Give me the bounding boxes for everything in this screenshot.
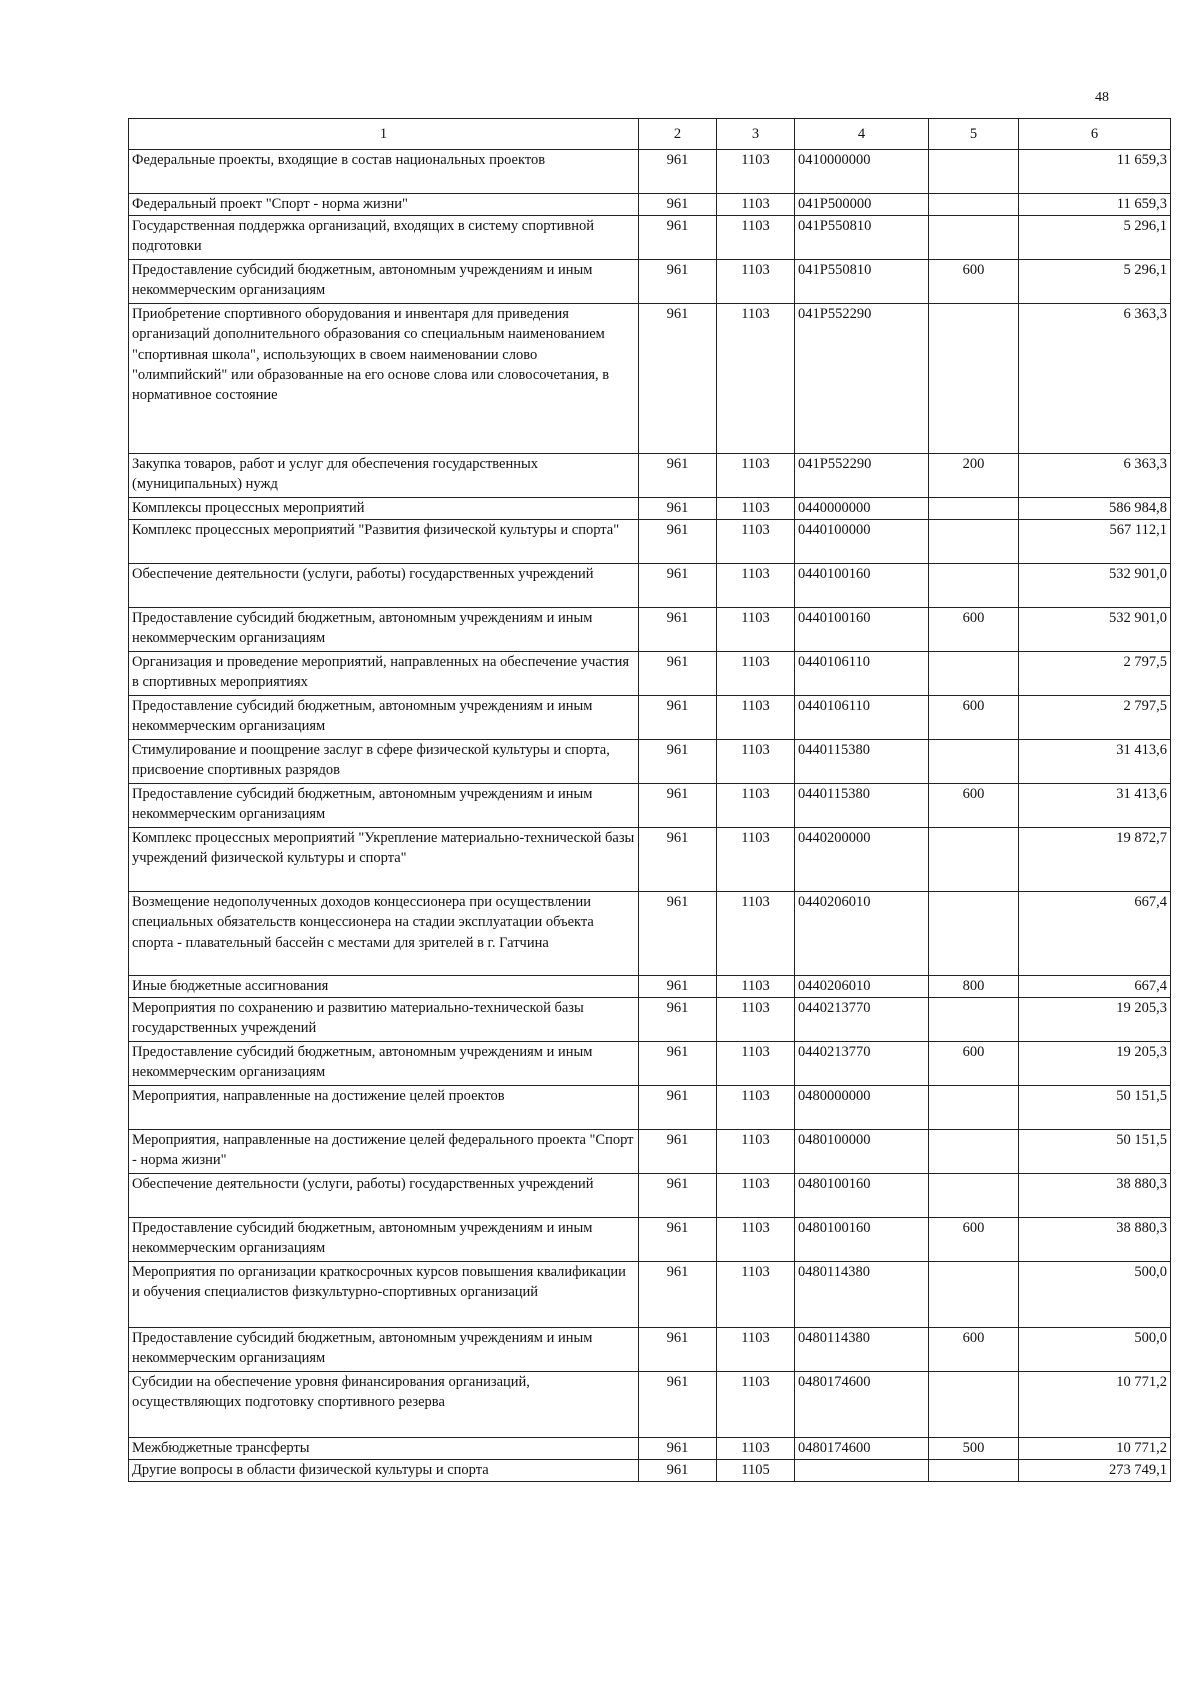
header-col-4: 4 [795,119,929,150]
row-name-cell: Комплексы процессных мероприятий [129,498,639,520]
row-expense-type-cell [929,1086,1019,1130]
row-expense-type-cell [929,216,1019,260]
row-section-cell: 1103 [717,1218,795,1262]
row-grbs-cell: 961 [639,828,717,892]
row-amount-cell: 500,0 [1019,1328,1171,1372]
row-amount-cell: 6 363,3 [1019,304,1171,454]
row-expense-type-cell [929,150,1019,194]
table-row [129,498,1171,520]
table-row [129,260,1171,304]
row-amount-cell: 19 872,7 [1019,828,1171,892]
table-row [129,998,1171,1042]
row-target-article-cell: 0480000000 [795,1086,929,1130]
row-section-cell: 1103 [717,216,795,260]
row-target-article-cell: 0440213770 [795,1042,929,1086]
table-row [129,784,1171,828]
table-header [129,119,1171,150]
table-row [129,454,1171,498]
row-name-cell: Мероприятия, направленные на достижение целей федерального проекта "Спорт - норма жизни" [129,1130,639,1174]
row-expense-type-cell [929,998,1019,1042]
row-amount-cell: 50 151,5 [1019,1086,1171,1130]
row-section-cell: 1103 [717,696,795,740]
row-grbs-cell: 961 [639,1174,717,1218]
row-expense-type-cell: 500 [929,1438,1019,1460]
row-grbs-cell: 961 [639,1438,717,1460]
row-target-article-cell: 0440115380 [795,784,929,828]
row-grbs-cell: 961 [639,1218,717,1262]
row-grbs-cell: 961 [639,194,717,216]
row-target-article-cell: 0440213770 [795,998,929,1042]
row-target-article-cell: 041P552290 [795,304,929,454]
table-body [129,150,1171,1482]
row-target-article-cell: 0480114380 [795,1328,929,1372]
row-expense-type-cell [929,1130,1019,1174]
table-row [129,976,1171,998]
row-name-cell: Обеспечение деятельности (услуги, работы) государственных учреждений [129,1174,639,1218]
row-grbs-cell: 961 [639,1042,717,1086]
row-amount-cell: 10 771,2 [1019,1438,1171,1460]
row-grbs-cell: 961 [639,998,717,1042]
row-name-cell: Закупка товаров, работ и услуг для обеспечения государственных (муниципальных) нужд [129,454,639,498]
row-name-cell: Федеральный проект "Спорт - норма жизни" [129,194,639,216]
row-expense-type-cell: 600 [929,784,1019,828]
header-col-2: 2 [639,119,717,150]
row-section-cell: 1103 [717,784,795,828]
row-amount-cell: 5 296,1 [1019,260,1171,304]
row-amount-cell: 532 901,0 [1019,564,1171,608]
row-section-cell: 1103 [717,998,795,1042]
row-grbs-cell: 961 [639,892,717,976]
row-section-cell: 1103 [717,454,795,498]
row-grbs-cell: 961 [639,608,717,652]
row-target-article-cell: 0480100000 [795,1130,929,1174]
table-row [129,564,1171,608]
row-name-cell: Другие вопросы в области физической культуры и спорта [129,1460,639,1482]
header-col-1: 1 [129,119,639,150]
row-section-cell: 1103 [717,304,795,454]
row-amount-cell: 5 296,1 [1019,216,1171,260]
table-row [129,740,1171,784]
table-row [129,828,1171,892]
row-amount-cell: 31 413,6 [1019,784,1171,828]
row-name-cell: Предоставление субсидий бюджетным, автономным учреждениям и иным некоммерческим организациям [129,784,639,828]
row-target-article-cell: 0480114380 [795,1262,929,1328]
row-target-article-cell: 0440106110 [795,652,929,696]
row-amount-cell: 567 112,1 [1019,520,1171,564]
row-name-cell: Межбюджетные трансферты [129,1438,639,1460]
row-expense-type-cell [929,828,1019,892]
row-target-article-cell: 0440100160 [795,564,929,608]
row-section-cell: 1103 [717,1372,795,1438]
row-amount-cell: 500,0 [1019,1262,1171,1328]
row-section-cell: 1103 [717,520,795,564]
row-section-cell: 1103 [717,1174,795,1218]
row-name-cell: Организация и проведение мероприятий, направленных на обеспечение участия в спортивных мероприятиях [129,652,639,696]
row-name-cell: Предоставление субсидий бюджетным, автономным учреждениям и иным некоммерческим организациям [129,1218,639,1262]
row-target-article-cell: 041P550810 [795,260,929,304]
row-name-cell: Мероприятия по сохранению и развитию материально-технической базы государственных учреждений [129,998,639,1042]
row-name-cell: Мероприятия, направленные на достижение целей проектов [129,1086,639,1130]
row-name-cell: Государственная поддержка организаций, входящих в систему спортивной подготовки [129,216,639,260]
table-row [129,1438,1171,1460]
row-grbs-cell: 961 [639,216,717,260]
row-name-cell: Стимулирование и поощрение заслуг в сфере физической культуры и спорта, присвоение спортивных разрядов [129,740,639,784]
row-expense-type-cell: 600 [929,1042,1019,1086]
table-row [129,696,1171,740]
budget-table [128,118,1171,1482]
row-target-article-cell: 0480100160 [795,1174,929,1218]
row-expense-type-cell: 800 [929,976,1019,998]
row-target-article-cell: 041P500000 [795,194,929,216]
row-amount-cell: 667,4 [1019,892,1171,976]
row-target-article-cell: 0440000000 [795,498,929,520]
row-section-cell: 1103 [717,150,795,194]
row-target-article-cell [795,1460,929,1482]
row-section-cell: 1103 [717,1130,795,1174]
row-target-article-cell: 0480174600 [795,1438,929,1460]
table-row [129,1042,1171,1086]
table-row [129,1218,1171,1262]
row-section-cell: 1103 [717,892,795,976]
row-expense-type-cell [929,1174,1019,1218]
row-name-cell: Комплекс процессных мероприятий "Развития физической культуры и спорта" [129,520,639,564]
row-name-cell: Предоставление субсидий бюджетным, автономным учреждениям и иным некоммерческим организациям [129,696,639,740]
row-expense-type-cell [929,740,1019,784]
row-amount-cell: 532 901,0 [1019,608,1171,652]
row-grbs-cell: 961 [639,498,717,520]
row-section-cell: 1103 [717,1328,795,1372]
row-name-cell: Мероприятия по организации краткосрочных курсов повышения квалификации и обучения специалистов физкультурно-спортивных организаций [129,1262,639,1328]
row-grbs-cell: 961 [639,740,717,784]
row-grbs-cell: 961 [639,1460,717,1482]
row-grbs-cell: 961 [639,784,717,828]
row-expense-type-cell: 600 [929,1218,1019,1262]
row-amount-cell: 586 984,8 [1019,498,1171,520]
row-expense-type-cell: 600 [929,260,1019,304]
table-row [129,1130,1171,1174]
table-row [129,1460,1171,1482]
table-row [129,892,1171,976]
row-expense-type-cell: 200 [929,454,1019,498]
header-row [129,119,1171,150]
row-amount-cell: 38 880,3 [1019,1174,1171,1218]
row-name-cell: Предоставление субсидий бюджетным, автономным учреждениям и иным некоммерческим организациям [129,260,639,304]
row-name-cell: Федеральные проекты, входящие в состав национальных проектов [129,150,639,194]
row-amount-cell: 19 205,3 [1019,1042,1171,1086]
row-section-cell: 1103 [717,740,795,784]
table-row [129,304,1171,454]
row-name-cell: Приобретение спортивного оборудования и инвентаря для приведения организаций дополнительного образования со специальным наименованием "спортивная школа", использующих в своем наименовании слово "олимпийский" или образованные на его основе слова или словосочетания, в нормативное состояние [129,304,639,454]
row-grbs-cell: 961 [639,976,717,998]
row-section-cell: 1105 [717,1460,795,1482]
row-amount-cell: 31 413,6 [1019,740,1171,784]
page-number: 48 [1095,90,1109,105]
row-name-cell: Предоставление субсидий бюджетным, автономным учреждениям и иным некоммерческим организациям [129,608,639,652]
row-name-cell: Комплекс процессных мероприятий "Укрепление материально-технической базы учреждений физической культуры и спорта" [129,828,639,892]
row-amount-cell: 11 659,3 [1019,150,1171,194]
row-section-cell: 1103 [717,652,795,696]
row-grbs-cell: 961 [639,454,717,498]
table-row [129,1262,1171,1328]
row-amount-cell: 2 797,5 [1019,696,1171,740]
row-target-article-cell: 0440106110 [795,696,929,740]
row-expense-type-cell [929,304,1019,454]
row-grbs-cell: 961 [639,1328,717,1372]
table-row [129,1372,1171,1438]
row-expense-type-cell [929,498,1019,520]
row-target-article-cell: 0440200000 [795,828,929,892]
row-amount-cell: 273 749,1 [1019,1460,1171,1482]
row-grbs-cell: 961 [639,260,717,304]
table-row [129,150,1171,194]
row-section-cell: 1103 [717,1042,795,1086]
row-name-cell: Иные бюджетные ассигнования [129,976,639,998]
row-target-article-cell: 0440206010 [795,976,929,998]
row-target-article-cell: 0440100000 [795,520,929,564]
row-amount-cell: 6 363,3 [1019,454,1171,498]
row-expense-type-cell [929,520,1019,564]
row-grbs-cell: 961 [639,520,717,564]
row-amount-cell: 19 205,3 [1019,998,1171,1042]
row-expense-type-cell [929,652,1019,696]
row-section-cell: 1103 [717,828,795,892]
row-name-cell: Возмещение недополученных доходов концессионера при осуществлении специальных обязательств концессионера на стадии эксплуатации объекта спорта - плавательный бассейн с местами для зрителей в г. Гатчина [129,892,639,976]
table-row [129,216,1171,260]
row-expense-type-cell [929,1262,1019,1328]
row-section-cell: 1103 [717,608,795,652]
row-target-article-cell: 0440115380 [795,740,929,784]
row-expense-type-cell [929,564,1019,608]
row-name-cell: Субсидии на обеспечение уровня финансирования организаций, осуществляющих подготовку спортивного резерва [129,1372,639,1438]
row-target-article-cell: 0440100160 [795,608,929,652]
row-target-article-cell: 0410000000 [795,150,929,194]
table-row [129,1086,1171,1130]
row-target-article-cell: 0440206010 [795,892,929,976]
row-amount-cell: 38 880,3 [1019,1218,1171,1262]
row-name-cell: Обеспечение деятельности (услуги, работы) государственных учреждений [129,564,639,608]
row-grbs-cell: 961 [639,696,717,740]
row-target-article-cell: 0480174600 [795,1372,929,1438]
row-grbs-cell: 961 [639,564,717,608]
row-section-cell: 1103 [717,1438,795,1460]
header-col-6: 6 [1019,119,1171,150]
table-row [129,652,1171,696]
row-expense-type-cell [929,194,1019,216]
row-target-article-cell: 041P552290 [795,454,929,498]
table-row [129,608,1171,652]
row-amount-cell: 50 151,5 [1019,1130,1171,1174]
row-amount-cell: 10 771,2 [1019,1372,1171,1438]
table-row [129,194,1171,216]
row-section-cell: 1103 [717,498,795,520]
row-section-cell: 1103 [717,976,795,998]
row-name-cell: Предоставление субсидий бюджетным, автономным учреждениям и иным некоммерческим организациям [129,1042,639,1086]
row-section-cell: 1103 [717,1262,795,1328]
row-grbs-cell: 961 [639,1086,717,1130]
table-row [129,1328,1171,1372]
row-target-article-cell: 041P550810 [795,216,929,260]
row-section-cell: 1103 [717,260,795,304]
row-grbs-cell: 961 [639,1130,717,1174]
row-amount-cell: 11 659,3 [1019,194,1171,216]
table-row [129,520,1171,564]
row-expense-type-cell [929,1372,1019,1438]
row-expense-type-cell [929,1460,1019,1482]
table-row [129,1174,1171,1218]
row-section-cell: 1103 [717,194,795,216]
row-target-article-cell: 0480100160 [795,1218,929,1262]
header-col-5: 5 [929,119,1019,150]
row-name-cell: Предоставление субсидий бюджетным, автономным учреждениям и иным некоммерческим организациям [129,1328,639,1372]
row-grbs-cell: 961 [639,1262,717,1328]
row-expense-type-cell: 600 [929,1328,1019,1372]
row-grbs-cell: 961 [639,150,717,194]
row-expense-type-cell: 600 [929,696,1019,740]
row-expense-type-cell [929,892,1019,976]
row-grbs-cell: 961 [639,1372,717,1438]
row-amount-cell: 2 797,5 [1019,652,1171,696]
row-section-cell: 1103 [717,564,795,608]
row-grbs-cell: 961 [639,304,717,454]
row-section-cell: 1103 [717,1086,795,1130]
row-amount-cell: 667,4 [1019,976,1171,998]
row-grbs-cell: 961 [639,652,717,696]
row-expense-type-cell: 600 [929,608,1019,652]
header-col-3: 3 [717,119,795,150]
